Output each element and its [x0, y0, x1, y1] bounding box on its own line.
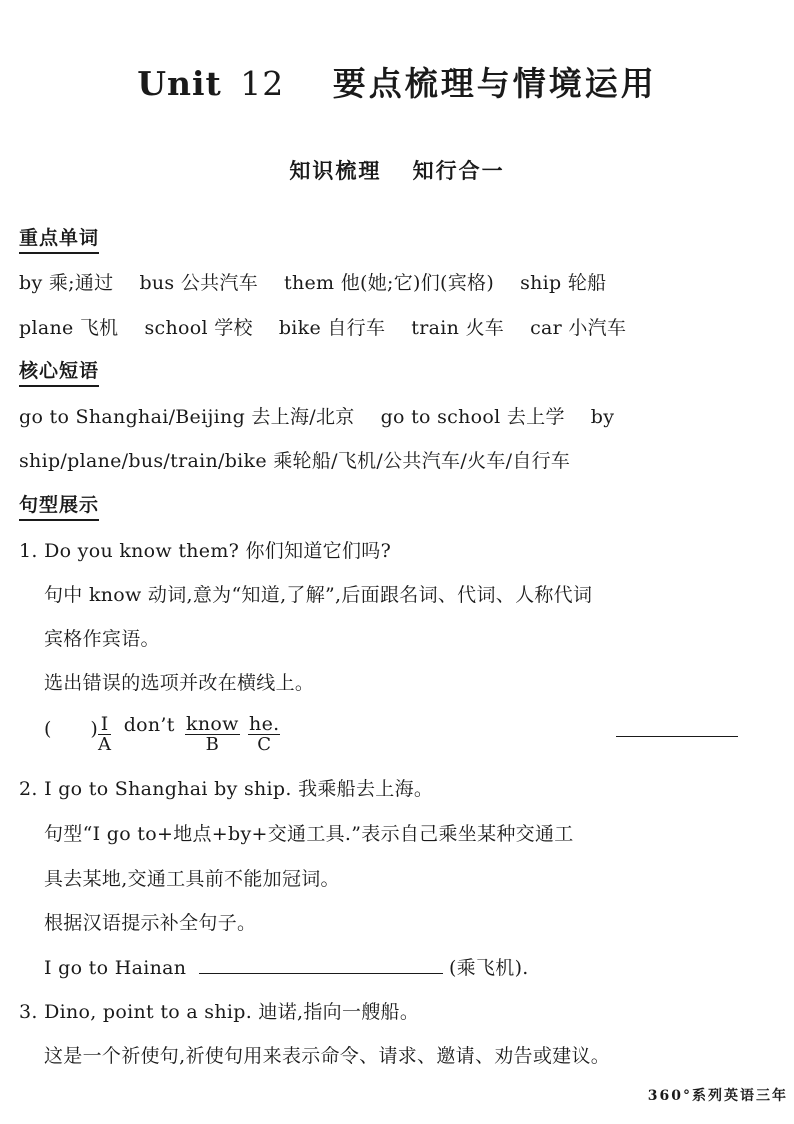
page-footer: 360°系列英语三年	[647, 1088, 788, 1104]
unit-label: Unit	[137, 64, 222, 103]
word-item: them 他(她;它)们(宾格)	[284, 272, 495, 294]
phrases-line-2: ship/plane/bus/train/bike 乘轮船/飞机/公共汽车/火车/自行车	[19, 450, 571, 472]
pattern-3-sentence: 3. Dino, point to a ship. 迪诺,指向一艘船。	[19, 1001, 420, 1023]
word-item: school 学校	[144, 317, 253, 339]
option-a-letter: A	[98, 734, 112, 755]
pattern-1-explain-2: 宾格作宾语。	[44, 628, 160, 650]
word-item: bike 自行车	[278, 317, 386, 339]
option-b	[185, 714, 240, 755]
option-c-letter: C	[257, 734, 272, 755]
answer-blank-2[interactable]	[199, 955, 443, 974]
word-item: plane 飞机	[19, 317, 119, 339]
answer-paren: ( )	[44, 718, 99, 740]
option-c	[248, 714, 280, 755]
word-item: by 乘;通过	[19, 272, 114, 294]
phrase-item: by	[590, 406, 615, 428]
word-item: train 火车	[411, 317, 505, 339]
pattern-1-sentence: 1. Do you know them? 你们知道它们吗?	[19, 540, 392, 562]
word-item: ship 轮船	[520, 272, 607, 294]
word-item: bus 公共汽车	[139, 272, 259, 294]
option-b-letter: B	[205, 734, 220, 755]
option-a	[98, 714, 111, 755]
pattern-1-task: 选出错误的选项并改在横线上。	[44, 672, 315, 694]
word-item: car 小汽车	[530, 317, 627, 339]
pattern-2-sentence: 2. I go to Shanghai by ship. 我乘船去上海。	[19, 778, 434, 800]
pattern-2-explain-1: 句型“I go to+地点+by+交通工具.”表示自己乘坐某种交通工	[44, 823, 574, 845]
option-a-word: I	[98, 714, 111, 735]
section-subtitle	[0, 155, 794, 185]
pattern-2-task: 根据汉语提示补全句子。	[44, 912, 257, 934]
phrases-line-1	[19, 402, 614, 429]
option-b-word: know	[186, 713, 239, 735]
patterns-heading: 句型展示	[19, 490, 99, 521]
words-heading: 重点单词	[19, 223, 99, 254]
answer-blank-1[interactable]	[616, 716, 738, 737]
pattern-2-explain-2: 具去某地,交通工具前不能加冠词。	[44, 868, 340, 890]
phrases-heading: 核心短语	[19, 356, 99, 387]
unit-number: 12	[240, 64, 285, 103]
pattern-1-explain-1: 句中 know 动词,意为“知道,了解”,后面跟名词、代词、人称代词	[44, 584, 593, 606]
exercise-hint: (乘飞机).	[448, 957, 529, 979]
pattern-2-exercise	[44, 953, 529, 980]
pattern-1-exercise	[44, 714, 280, 755]
exercise-word: don’t	[123, 714, 175, 736]
phrase-item: go to school 去上学	[380, 406, 565, 428]
words-line-2	[19, 313, 626, 340]
exercise-prefix: I go to Hainan	[44, 957, 187, 979]
title-chinese: 要点梳理与情境运用	[332, 64, 657, 103]
option-c-word: he.	[249, 713, 280, 735]
subtitle-part2: 知行合一	[412, 158, 505, 183]
phrase-item: go to Shanghai/Beijing 去上海/北京	[19, 406, 355, 428]
page-title	[0, 58, 794, 105]
subtitle-part1: 知识梳理	[289, 158, 382, 183]
pattern-3-explain-1: 这是一个祈使句,祈使句用来表示命令、请求、邀请、劝告或建议。	[44, 1045, 611, 1067]
words-line-1	[19, 268, 606, 295]
